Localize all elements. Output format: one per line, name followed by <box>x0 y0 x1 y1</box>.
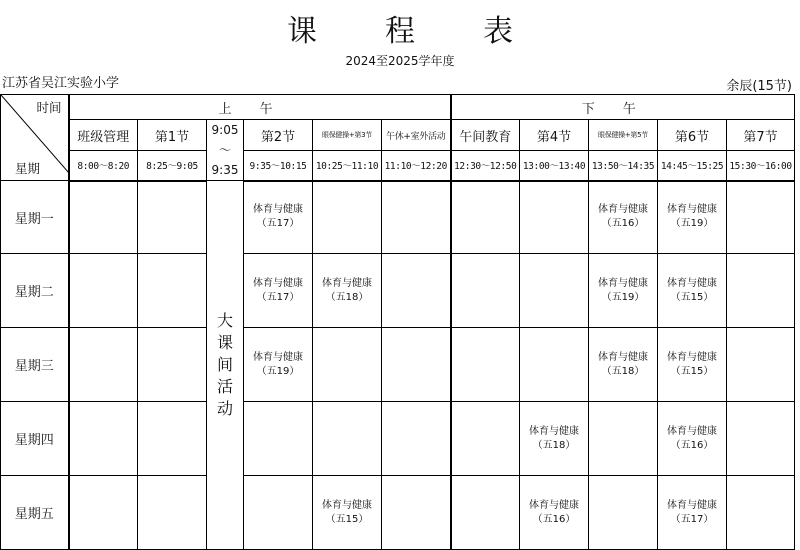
teacher-name: 余辰(15节) <box>726 79 792 94</box>
class-id: （五16） <box>601 218 645 230</box>
col-header: 班级管理 <box>69 120 138 151</box>
big-break-text: 大课间活动 <box>216 311 233 418</box>
class-id: （五18） <box>325 291 369 303</box>
class-cell <box>382 476 451 550</box>
class-cell <box>451 476 520 550</box>
class-cell <box>451 328 520 402</box>
class-cell <box>138 476 207 550</box>
class-cell <box>313 181 382 254</box>
table-row <box>1 181 795 254</box>
class-cell <box>520 254 589 328</box>
col-header: 午间教育 <box>451 120 520 151</box>
class-id: （五18） <box>532 439 576 451</box>
class-id: （五15） <box>670 291 714 303</box>
subject-name: 体育与健康 <box>322 499 372 511</box>
big-break-start: 9:05 <box>211 123 239 137</box>
class-cell <box>69 402 138 476</box>
class-cell <box>69 476 138 550</box>
class-cell <box>382 328 451 402</box>
big-break-cell <box>207 181 244 550</box>
table-row <box>1 328 795 402</box>
class-cell <box>589 254 658 328</box>
class-cell <box>520 476 589 550</box>
day-label: 星期四 <box>1 402 69 476</box>
big-break-end: 9:35 <box>211 163 239 177</box>
table-row <box>1 402 795 476</box>
day-label: 星期二 <box>1 254 69 328</box>
table-row <box>1 476 795 550</box>
subject-name: 体育与健康 <box>598 351 649 363</box>
timetable <box>0 94 795 550</box>
class-cell <box>313 402 382 476</box>
class-cell <box>658 254 727 328</box>
class-cell <box>138 328 207 402</box>
class-id: （五19） <box>256 365 300 377</box>
class-cell <box>69 254 138 328</box>
class-cell <box>138 254 207 328</box>
col-header: 第1节 <box>138 120 207 151</box>
class-cell <box>69 328 138 402</box>
class-cell <box>451 181 520 254</box>
class-cell <box>727 328 795 402</box>
col-time: 14:45～15:25 <box>658 151 727 181</box>
col-header: 第4节 <box>520 120 589 151</box>
class-id: （五15） <box>670 365 714 377</box>
subject-name: 体育与健康 <box>598 204 649 216</box>
col-header: 第6节 <box>658 120 727 151</box>
subject-name: 体育与健康 <box>322 277 372 289</box>
class-cell <box>520 402 589 476</box>
subject-name: 体育与健康 <box>667 425 718 437</box>
subject-name: 体育与健康 <box>667 277 718 289</box>
class-id: （五19） <box>670 218 714 230</box>
class-id: （五17） <box>256 218 300 230</box>
subject-name: 体育与健康 <box>667 351 718 363</box>
col-header: 第2节 <box>244 120 313 151</box>
col-header: 眼保健操+第5节 <box>589 120 658 151</box>
class-id: （五16） <box>532 513 576 525</box>
subject-name: 体育与健康 <box>253 351 303 363</box>
table-row <box>1 254 795 328</box>
col-time: 13:50～14:35 <box>589 151 658 181</box>
morning-header: 上午 <box>69 95 451 120</box>
class-cell <box>589 181 658 254</box>
class-cell <box>520 181 589 254</box>
col-time: 12:30～12:50 <box>451 151 520 181</box>
class-cell <box>244 181 313 254</box>
class-cell <box>138 402 207 476</box>
class-cell <box>313 328 382 402</box>
class-id: （五19） <box>601 291 645 303</box>
class-cell <box>658 476 727 550</box>
col-time: 15:30～16:00 <box>727 151 795 181</box>
day-label: 星期一 <box>1 181 69 254</box>
class-cell <box>244 254 313 328</box>
class-cell <box>451 402 520 476</box>
subject-name: 体育与健康 <box>253 277 303 289</box>
col-header: 眼保健操+第3节 <box>313 120 382 151</box>
class-cell <box>382 254 451 328</box>
page-title: 课程表 <box>287 14 581 49</box>
class-cell <box>727 476 795 550</box>
class-cell <box>244 476 313 550</box>
class-cell <box>727 181 795 254</box>
school-year: 2024至2025学年度 <box>345 54 455 68</box>
class-cell <box>658 181 727 254</box>
class-cell <box>451 254 520 328</box>
class-cell <box>138 181 207 254</box>
class-cell <box>382 402 451 476</box>
class-cell <box>727 254 795 328</box>
col-header: 第7节 <box>727 120 795 151</box>
class-cell <box>727 402 795 476</box>
afternoon-header: 下午 <box>451 95 795 120</box>
class-cell <box>313 254 382 328</box>
col-time: 8:25～9:05 <box>138 151 207 181</box>
class-cell <box>658 328 727 402</box>
col-time: 13:00～13:40 <box>520 151 589 181</box>
class-cell <box>589 328 658 402</box>
subject-name: 体育与健康 <box>529 425 580 437</box>
big-break-sep: ～ <box>218 143 231 157</box>
subject-name: 体育与健康 <box>667 499 718 511</box>
class-cell <box>382 181 451 254</box>
class-cell <box>520 328 589 402</box>
class-id: （五18） <box>601 365 645 377</box>
day-label: 星期五 <box>1 476 69 550</box>
class-cell <box>589 402 658 476</box>
subject-name: 体育与健康 <box>667 204 718 216</box>
class-cell <box>244 402 313 476</box>
corner-weekday-label: 星期 <box>15 161 41 176</box>
subject-name: 体育与健康 <box>253 204 303 216</box>
subject-name: 体育与健康 <box>529 499 580 511</box>
class-id: （五16） <box>670 439 714 451</box>
school-name: 江苏省吴江实验小学 <box>2 76 120 91</box>
class-id: （五15） <box>325 513 369 525</box>
class-cell <box>658 402 727 476</box>
class-id: （五17） <box>670 513 714 525</box>
day-label: 星期三 <box>1 328 69 402</box>
col-time: 10:25～11:10 <box>313 151 382 181</box>
class-cell <box>589 476 658 550</box>
big-break-time <box>207 120 244 181</box>
subject-name: 体育与健康 <box>598 277 649 289</box>
class-id: （五17） <box>256 291 300 303</box>
class-cell <box>69 181 138 254</box>
class-cell <box>313 476 382 550</box>
corner-cell <box>1 95 69 181</box>
corner-time-label: 时间 <box>36 100 62 115</box>
col-time: 8:00～8:20 <box>69 151 138 181</box>
col-time: 11:10～12:20 <box>382 151 451 181</box>
col-time: 9:35～10:15 <box>244 151 313 181</box>
class-cell <box>244 328 313 402</box>
col-header: 午休+室外活动 <box>382 120 451 151</box>
